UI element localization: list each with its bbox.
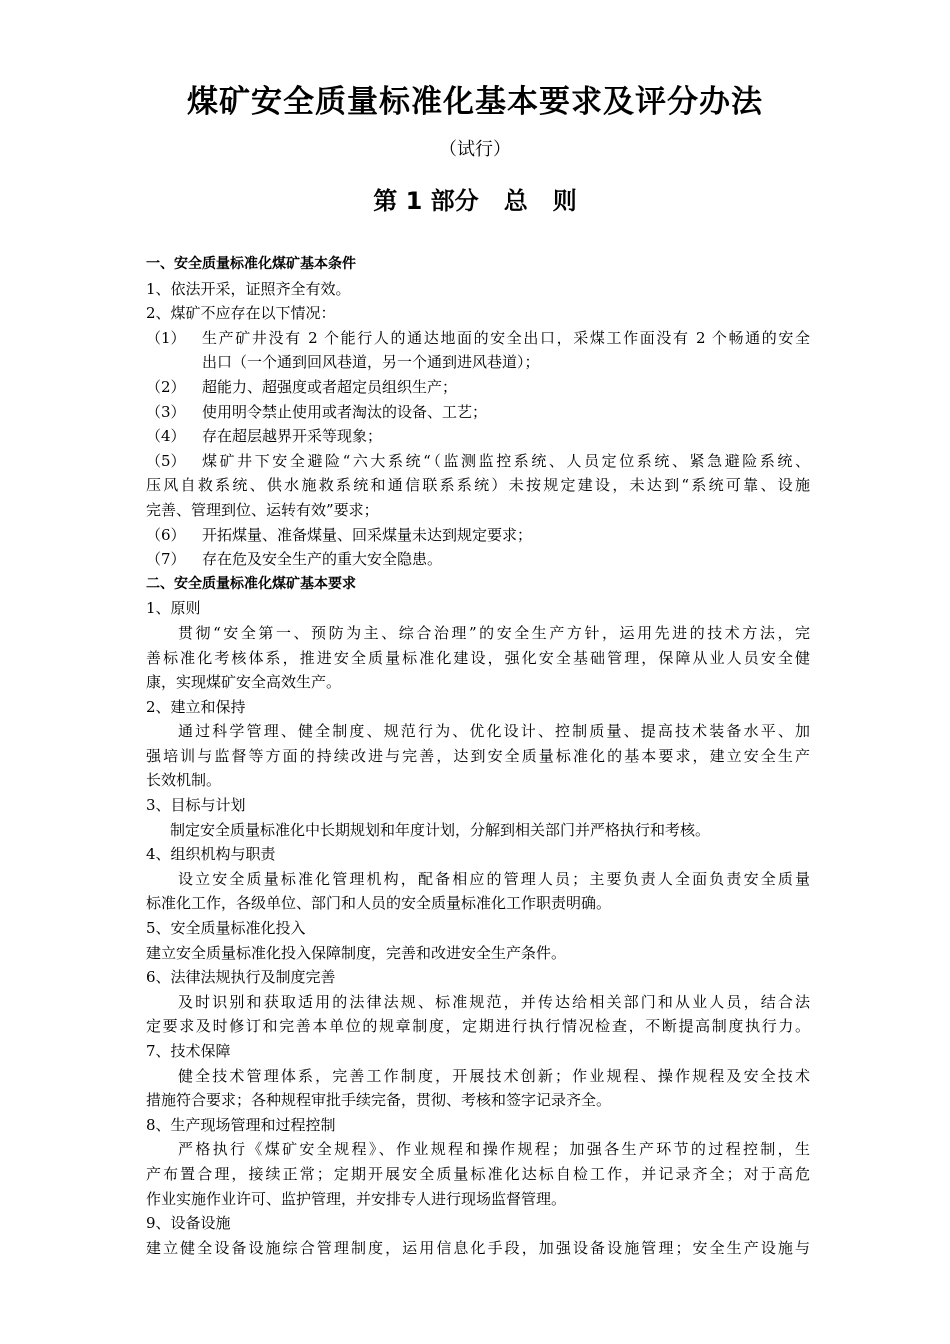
paragraph-line: 措施符合要求；各种规程审批手续完备，贯彻、考核和签字记录齐全。 (146, 1091, 612, 1110)
list-item (146, 326, 810, 351)
list-item (146, 523, 810, 548)
paragraph-line: 长效机制。 (146, 771, 222, 790)
paragraph-line: 及时识别和获取适用的法律法规、标准规范，并传达给相关部门和从业人员，结合法 (178, 992, 810, 1011)
paragraph-line: 强培训与监督等方面的持续改进与完善，达到安全质量标准化的基本要求，建立安全生产 (146, 746, 810, 765)
paragraph-line: 善标准化考核体系，推进安全质量标准化建设，强化安全基础管理，保障从业人员安全健 (146, 648, 810, 667)
paragraph-line: 定要求及时修订和完善本单位的规章制度，定期进行执行情况检查，不断提高制度执行力。 (146, 1017, 810, 1036)
paragraph-line: 贯彻“安全第一、预防为主、综合治理”的安全生产方针，运用先进的技术方法，完 (178, 623, 810, 642)
section-heading: 二、安全质量标准化煤矿基本要求 (146, 575, 356, 592)
list-item (146, 375, 810, 400)
paragraph: 1、依法开采，证照齐全有效。 (146, 279, 351, 298)
paragraph-line: 严格执行《煤矿安全规程》、作业规程和操作规程；加强各生产环节的过程控制，生 (178, 1140, 810, 1159)
document-title: 煤矿安全质量标准化基本要求及评分办法 (187, 84, 763, 120)
list-item (146, 400, 810, 425)
list-item (146, 449, 810, 474)
list-number: （2） (146, 377, 186, 396)
list-number: （4） (146, 427, 186, 446)
item-title: 2、建立和保持 (146, 697, 246, 716)
document-body (146, 252, 810, 1260)
section-heading: 一、安全质量标准化煤矿基本条件 (146, 256, 356, 272)
paragraph-line: 通过科学管理、健全制度、规范行为、优化设计、控制质量、提高技术装备水平、加 (178, 722, 810, 741)
item-title: 7、技术保障 (146, 1042, 231, 1060)
list-number: （6） (146, 525, 186, 544)
paragraph-line: 产布置合理，接续正常；定期开展安全质量标准化达标自检工作，并记录齐全；对于高危 (146, 1164, 810, 1183)
list-text-continuation: 压风自救系统、供水施救系统和通信联系系统）未按规定建设，未达到“系统可靠、设施 (146, 476, 810, 495)
list-text: 存在超层越界开采等现象； (202, 427, 383, 446)
document-subtitle: （试行） (439, 139, 511, 160)
paragraph-line: 健全技术管理体系，完善工作制度，开展技术创新；作业规程、操作规程及安全技术 (178, 1066, 810, 1085)
list-text-continuation: 出口（一个通到回风巷道，另一个通到进风巷道）； (202, 353, 540, 372)
paragraph-line: 建立安全质量标准化投入保障制度，完善和改进安全生产条件。 (146, 943, 567, 962)
item-title: 8、生产现场管理和过程控制 (146, 1115, 336, 1134)
list-text: 煤矿井下安全避险“六大系统“（监测监控系统、人员定位系统、紧急避险系统、 (202, 451, 810, 470)
list-number: （1） (146, 328, 186, 347)
list-number: （3） (146, 402, 186, 421)
paragraph-line: 康，实现煤矿安全高效生产。 (146, 673, 342, 692)
item-title: 9、设备设施 (146, 1214, 231, 1233)
list-text: 使用明令禁止使用或者淘汰的设备、工艺； (202, 402, 488, 421)
list-text: 生产矿井没有 2 个能行人的通达地面的安全出口，采煤工作面没有 2 个畅通的安全 (202, 328, 810, 347)
item-title: 4、组织机构与职责 (146, 845, 276, 864)
list-item (146, 547, 810, 572)
paragraph-line: 建立健全设备设施综合管理制度，运用信息化手段，加强设备设施管理；安全生产设施与 (146, 1238, 810, 1257)
list-text: 超能力、超强度或者超定员组织生产； (202, 377, 458, 396)
list-text: 存在危及安全生产的重大安全隐患。 (202, 550, 443, 569)
paragraph-line: 作业实施作业许可、监护管理，并安排专人进行现场监督管理。 (146, 1189, 567, 1208)
part-heading: 第 1 部分 总 则 (373, 187, 577, 215)
paragraph: 2、煤矿不应存在以下情况： (146, 304, 336, 323)
paragraph-line: 标准化工作，各级单位、部门和人员的安全质量标准化工作职责明确。 (146, 894, 612, 913)
list-item (146, 424, 810, 449)
list-number: （7） (146, 550, 186, 569)
paragraph-line: 设立安全质量标准化管理机构，配备相应的管理人员；主要负责人全面负责安全质量 (178, 869, 810, 888)
list-text-continuation: 完善、管理到位、运转有效”要求； (146, 500, 379, 519)
list-number: （5） (146, 451, 186, 470)
paragraph-line: 制定安全质量标准化中长期规划和年度计划，分解到相关部门并严格执行和考核。 (170, 820, 711, 839)
item-title: 3、目标与计划 (146, 796, 246, 815)
list-text: 开拓煤量、准备煤量、回采煤量未达到规定要求； (202, 525, 533, 544)
item-title: 6、法律法规执行及制度完善 (146, 968, 336, 987)
item-title: 1、原则 (146, 599, 201, 618)
item-title: 5、安全质量标准化投入 (146, 919, 306, 938)
